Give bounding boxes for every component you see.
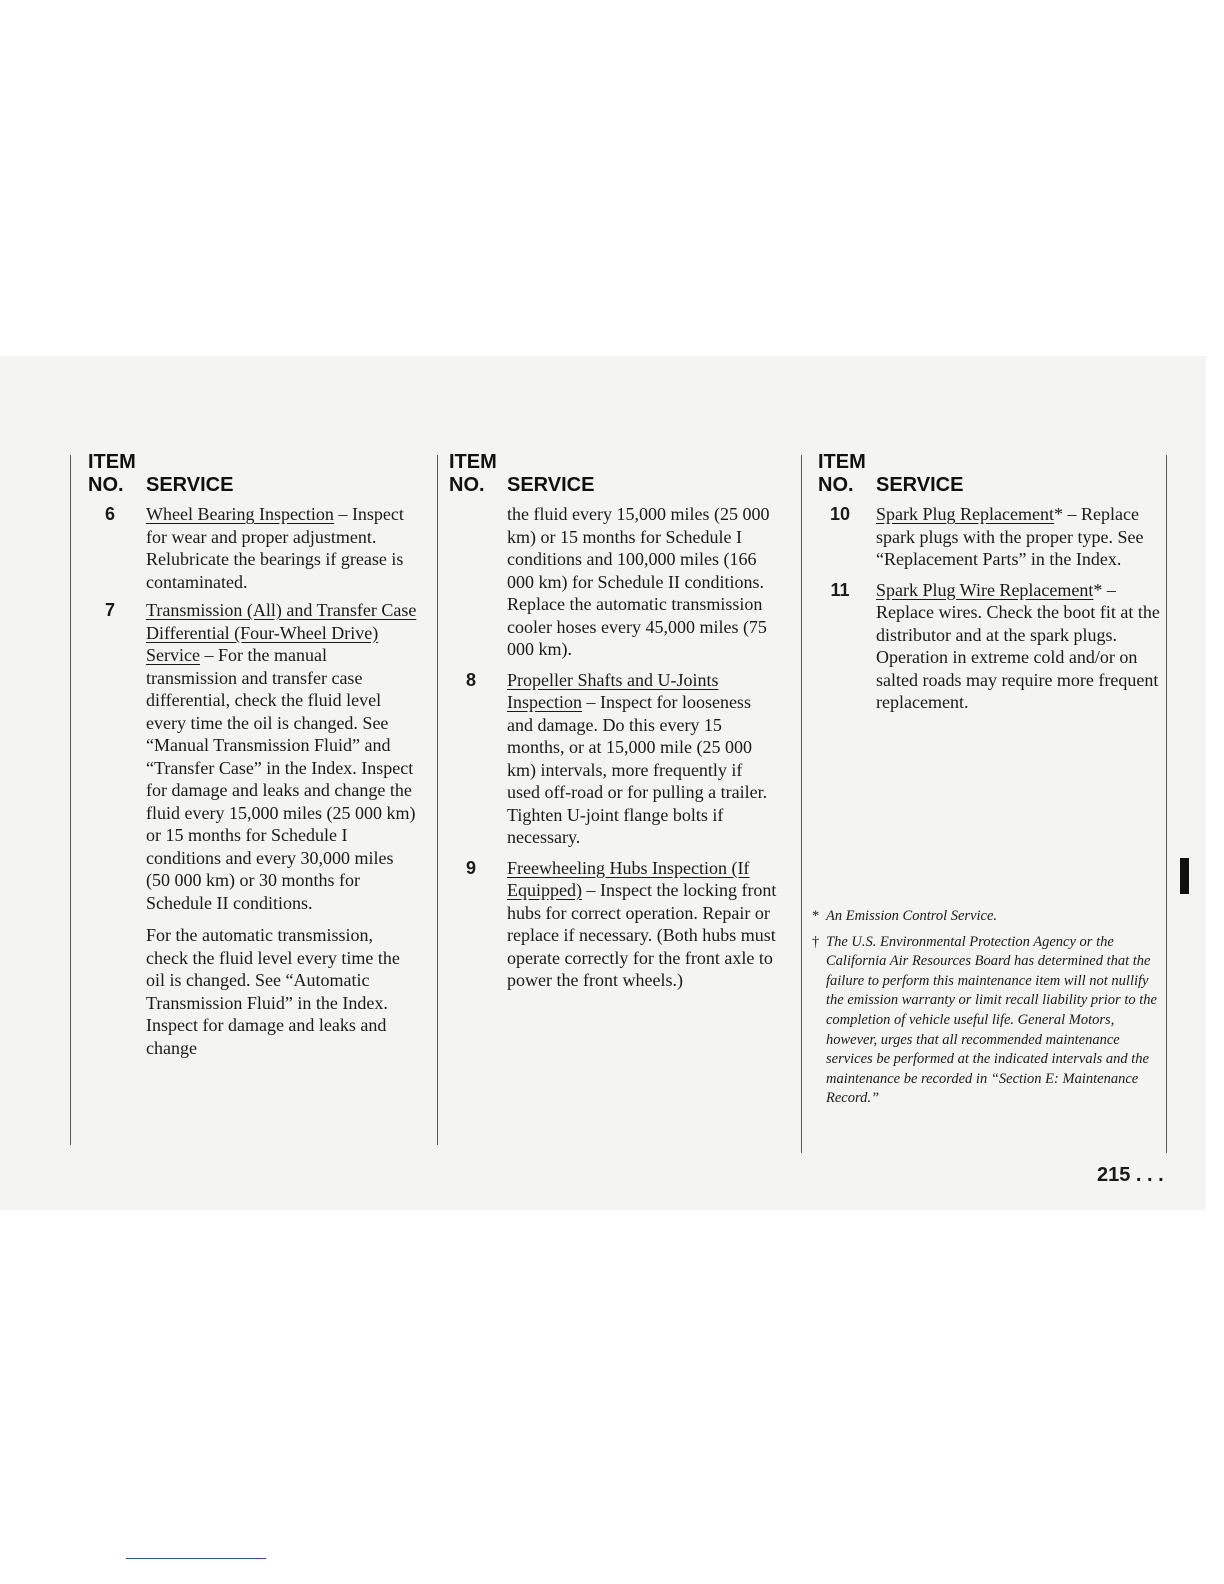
- item-description: [146, 503, 418, 593]
- column-header: [818, 451, 1164, 497]
- page-number: 215 . . .: [1097, 1164, 1164, 1186]
- service-item-7: [88, 599, 418, 914]
- item-title[interactable]: Freewheeling Hubs Inspection (If Equipped): [507, 857, 750, 900]
- service-item-10: [818, 503, 1164, 571]
- column-header: [449, 451, 779, 497]
- column-header: [88, 451, 418, 497]
- item-description: [146, 599, 418, 914]
- item-number: 11: [830, 579, 850, 600]
- item-description: [876, 503, 1164, 571]
- service-item-9: [449, 857, 779, 992]
- footnote-mark: †: [812, 933, 820, 950]
- item-label: ITEM: [449, 451, 497, 473]
- column-rule-middle: [437, 455, 438, 1145]
- item-number: 10: [829, 504, 851, 524]
- service-item-6: [88, 503, 418, 593]
- footnote-mark: *: [812, 908, 820, 924]
- continued-text: the fluid every 15,000 miles (25 000 km) or 15 months for Schedule I conditions and 100,000 miles (166 000 km) for Schedule II conditions. Replace the automatic transmission cooler hoses every 45,000 miles (75 000 km).: [507, 504, 770, 659]
- item-text: – Inspect for wear and proper adjustment. Relubricate the bearings if grease is contaminated.: [146, 504, 404, 592]
- service-label: SERVICE: [876, 474, 964, 496]
- service-label: SERVICE: [146, 474, 234, 496]
- service-item-8: [449, 669, 779, 849]
- item-description: [876, 579, 1164, 714]
- item-title[interactable]: Spark Plug Replacement: [876, 504, 1054, 524]
- item-title[interactable]: Wheel Bearing Inspection: [146, 504, 334, 524]
- footnote-text: An Emission Control Service.: [826, 908, 998, 924]
- footnote-emission: [812, 907, 1164, 927]
- item-number: 9: [465, 857, 476, 878]
- item-number: 7: [104, 600, 115, 620]
- footer-link-line: [126, 1558, 266, 1559]
- column-rule-far-right: [1166, 455, 1167, 1153]
- item-number: 6: [104, 504, 115, 524]
- item-number: 8: [465, 669, 476, 690]
- column-2: [449, 451, 779, 992]
- no-label: NO.: [449, 474, 485, 496]
- column-1: [88, 451, 418, 1059]
- service-label: SERVICE: [507, 474, 595, 496]
- item-text: – Inspect for looseness and damage. Do this every 15 months, or at 15,000 mile (25 000 km) intervals, more frequently if used off-road or for pulling a trailer. Tighten U-joint flange bolts if necessary.: [507, 692, 768, 847]
- footnote-text: The U.S. Environmental Protection Agency or the California Air Resources Board has determined that the failure to perform this maintenance item will not nullify the emission warranty or limit recall liability prior to the completion of vehicle useful life. General Motors, however, urges that all recommended maintenance services be performed at the indicated intervals and the maintenance be recorded in “Section E: Maintenance Record.”: [826, 933, 1157, 1107]
- item-title[interactable]: Propeller Shafts and U-Joints Inspection: [507, 669, 719, 712]
- column-rule-left: [70, 455, 71, 1145]
- item-text: – Inspect the locking front hubs for correct operation. Repair or replace if necessary. (Both hubs must operate correctly for the front axle to power the front wheels.): [507, 880, 777, 990]
- item-description: [507, 669, 779, 849]
- service-item-11: [818, 579, 1164, 714]
- no-label: NO.: [818, 474, 854, 496]
- column-rule-right: [801, 455, 802, 1153]
- item-title[interactable]: Transmission (All) and Transfer Case Differential (Four-Wheel Drive) Service: [146, 600, 417, 665]
- footnote-epa: [812, 933, 1164, 1109]
- item-text: * – Replace wires. Check the boot fit at the distributor and at the spark plugs. Operation in extreme cold and/or on salted roads may require more frequent replacement.: [876, 579, 1160, 712]
- item-label: ITEM: [88, 451, 136, 473]
- no-label: NO.: [88, 474, 124, 496]
- item-text: – For the manual transmission and transfer case differential, check the fluid level every time the oil is changed. See “Manual Transmission Fluid” and “Transfer Case” in the Index. Inspect for damage and leaks and change the fluid every 15,000 miles (25 000 km) or 15 months for Schedule I conditions and every 30,000 miles (50 000 km) or 30 months for Schedule II conditions.: [146, 645, 416, 913]
- column-3: [818, 451, 1164, 714]
- item-title[interactable]: Spark Plug Wire Replacement: [876, 579, 1094, 600]
- item-label: ITEM: [818, 451, 866, 473]
- footnotes: [812, 903, 1164, 1109]
- item-7-paragraph: For the automatic transmission, check the fluid level every time the oil is changed. See “Automatic Transmission Fluid” in the Index. Inspect for damage and leaks and change: [146, 925, 400, 1058]
- item-description: [507, 857, 779, 992]
- section-tab-marker: [1180, 858, 1189, 894]
- item-text: * – Replace spark plugs with the proper type. See “Replacement Parts” in the Index.: [876, 504, 1144, 569]
